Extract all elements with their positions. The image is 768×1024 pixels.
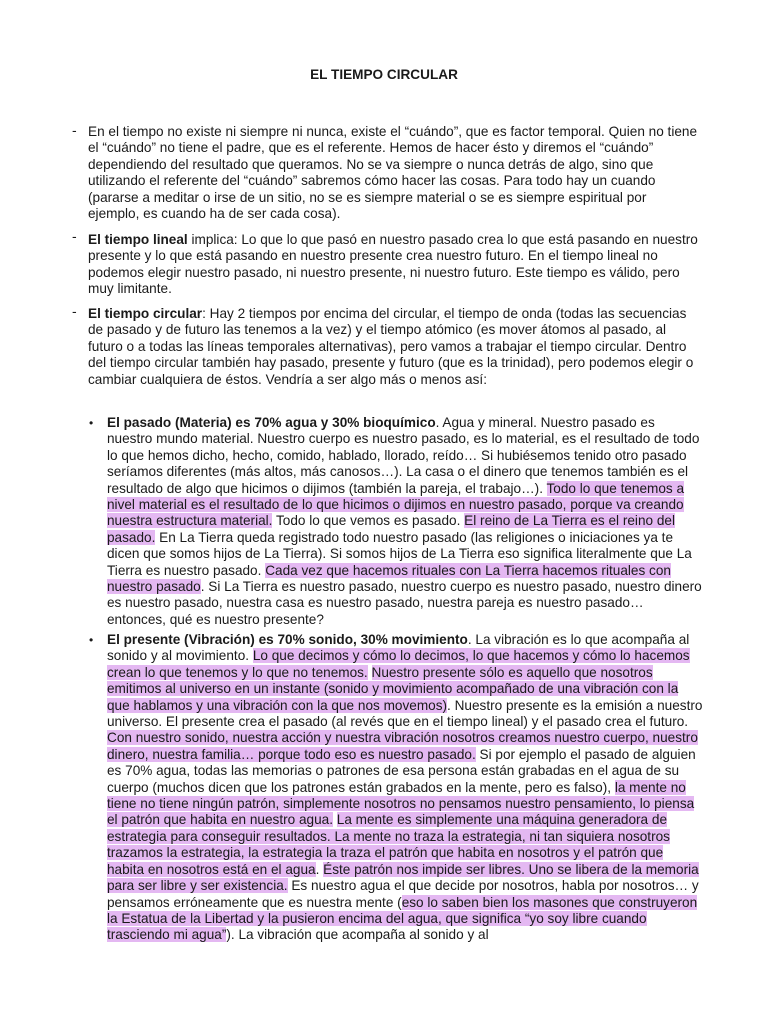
highlight: la mente no tiene no tiene ningún patrón, simplemente nosotros no pensamos nuestro pensamiento, lo piensa el patrón que habita en nuestro agua. xyxy=(107,779,695,828)
dash-marker: - xyxy=(72,228,77,244)
text-run: Si por ejemplo el pasado de alguien es 70% agua, todas las memorias o patrones de esa persona están grabadas en el agua de su cuerpo (muchos dicen que los patrones están grabados en la mente, pero es falso), xyxy=(107,746,696,795)
dash-marker: - xyxy=(72,122,77,138)
page-title: EL TIEMPO CIRCULAR xyxy=(310,67,458,82)
highlight: Nuestro presente sólo es aquello que nosotros emitimos al universo en un instante (sonido y movimiento acompañado de una vibración con la que hablamos y una vibración con la que nos movemos) xyxy=(107,664,679,713)
term-heading: El tiempo lineal xyxy=(88,232,188,247)
highlight: La mente es simplemente una máquina generadora de estrategia para conseguir resultados. La mente no traza la estrategia, ni tan siquiera nosotros trazamos la estrategia, la estrategia la traza el patrón que habita en nosotros y el patrón que habita en nosotros está en el agua xyxy=(107,812,670,877)
highlight: Cada vez que hacemos rituales con La Tierra hacemos rituales con nuestro pasado xyxy=(107,562,671,595)
text-run: . Agua y mineral. Nuestro pasado es nuestro mundo material. Nuestro cuerpo es nuestro pasado, es lo material, es el resultado de todo lo que hemos dicho, hecho, comido, hablado, llorado, reído… Si hubiésemos tenido otro pasado seríamos diferentes (más altos, más canosos…). La casa o el dinero que tenemos también es el resultado de algo que hicimos o dijimos (también la pareja, el trabajo…). xyxy=(107,415,700,496)
text-run: Es nuestro agua el que decide por nosotros, habla por nosotros… y pensamos erróneamente que es nuestra mente ( xyxy=(107,878,699,910)
text-run: En La Tierra queda registrado todo nuestro pasado (las religiones o iniciaciones ya te dicen que somos hijos de La Tierra). Si somos hijos de La Tierra eso significa literalmente que La Tierra es nuestro pasado. xyxy=(107,529,692,578)
bullet-presente xyxy=(107,632,703,944)
paragraph-intro xyxy=(88,124,698,222)
bullet-heading: El presente (Vibración) es 70% sonido, 30% movimiento xyxy=(107,632,468,647)
highlight: Éste patrón nos impide ser libres. Uno se libera de la memoria para ser libre y ser existencia. xyxy=(107,861,699,894)
highlight: El reino de La Tierra es el reino del pasado. xyxy=(107,513,675,545)
paragraph-tiempo-circular xyxy=(88,306,698,388)
paragraph-text: : Hay 2 tiempos por encima del circular, el tiempo de onda (todas las secuencias de pasado y de futuro las tenemos a la vez) y el tiempo atómico (es mover átomos al pasado, al futuro o a todas las líneas temporales alternativas), pero vamos a trabajar el tiempo circular. Dentro del tiempo circular también hay pasado, presente y futuro (que es la trinidad), pero podemos elegir o cambiar cualquiera de éstos. Vendría a ser algo más o menos así: xyxy=(88,306,694,387)
highlight: eso lo saben bien los masones que construyeron la Estatua de la Libertad y la pusieron encima del agua, que significa “yo soy libre cuando trasciendo mi agua” xyxy=(107,894,698,943)
paragraph-tiempo-lineal xyxy=(88,232,698,298)
text-run: ). La vibración que acompaña al sonido y al xyxy=(226,927,489,943)
text-run: Todo lo que vemos es pasado. xyxy=(272,513,465,529)
bullet-heading: El pasado (Materia) es 70% agua y 30% bioquímico xyxy=(107,415,436,430)
bullet-marker: • xyxy=(89,633,94,647)
term-heading: El tiempo circular xyxy=(88,306,203,321)
text-run xyxy=(368,665,372,680)
text-run: . Si La Tierra es nuestro pasado, nuestro cuerpo es nuestro pasado, nuestro dinero es nuestro pasado, nuestra casa es nuestro pasado, nuestra pareja es nuestro pasado… entonces, qué es nuestro presente? xyxy=(107,579,702,627)
paragraph-text: En el tiempo no existe ni siempre ni nunca, existe el “cuándo”, que es factor temporal. Quien no tiene el “cuándo” no tiene el padre, que es el referente. Hemos de hacer ésto y diremos el “cuándo” dependiendo del resultado que queramos. No se va siempre o nunca detrás de algo, sino que utilizando el referente del “cuándo” sabremos cómo hacer las cosas. Para todo hay un cuando (pararse a meditar o irse de un sitio, no se es siempre material o se es siempre espiritual por ejemplo, es cuando ha de ser cada cosa). xyxy=(88,124,698,222)
text-run: . Nuestro presente es la emisión a nuestro universo. El presente crea el pasado (al revés que en el tiempo lineal) y el pasado crea el futuro. xyxy=(107,697,703,730)
highlight: Lo que decimos y cómo lo decimos, lo que hacemos y cómo lo hacemos crean lo que tenemos y lo que no tenemos. xyxy=(107,648,690,680)
dash-marker: - xyxy=(72,303,77,319)
paragraph-text: implica: Lo que lo que pasó en nuestro pasado crea lo que está pasando en nuestro presente y lo que está pasando en nuestro presente crea nuestro futuro. En el tiempo lineal no podemos elegir nuestro pasado, ni nuestro presente, ni nuestro futuro. Este tiempo es válido, pero muy limitante. xyxy=(88,232,698,297)
bullet-marker: • xyxy=(89,416,94,430)
text-run: . La vibración es lo que acompaña al sonido y al movimiento. xyxy=(107,632,690,664)
text-run: . xyxy=(315,861,324,877)
bullet-pasado xyxy=(107,415,703,628)
highlight: Con nuestro sonido, nuestra acción y nuestra vibración nosotros creamos nuestro cuerpo, nuestro dinero, nuestra familia… porque todo eso es nuestro pasado. xyxy=(107,730,698,762)
highlight: Todo lo que tenemos a nivel material es el resultado de lo que hicimos o dijimos en nuestro pasado, porque va creando nuestra estructura material. xyxy=(107,480,685,529)
